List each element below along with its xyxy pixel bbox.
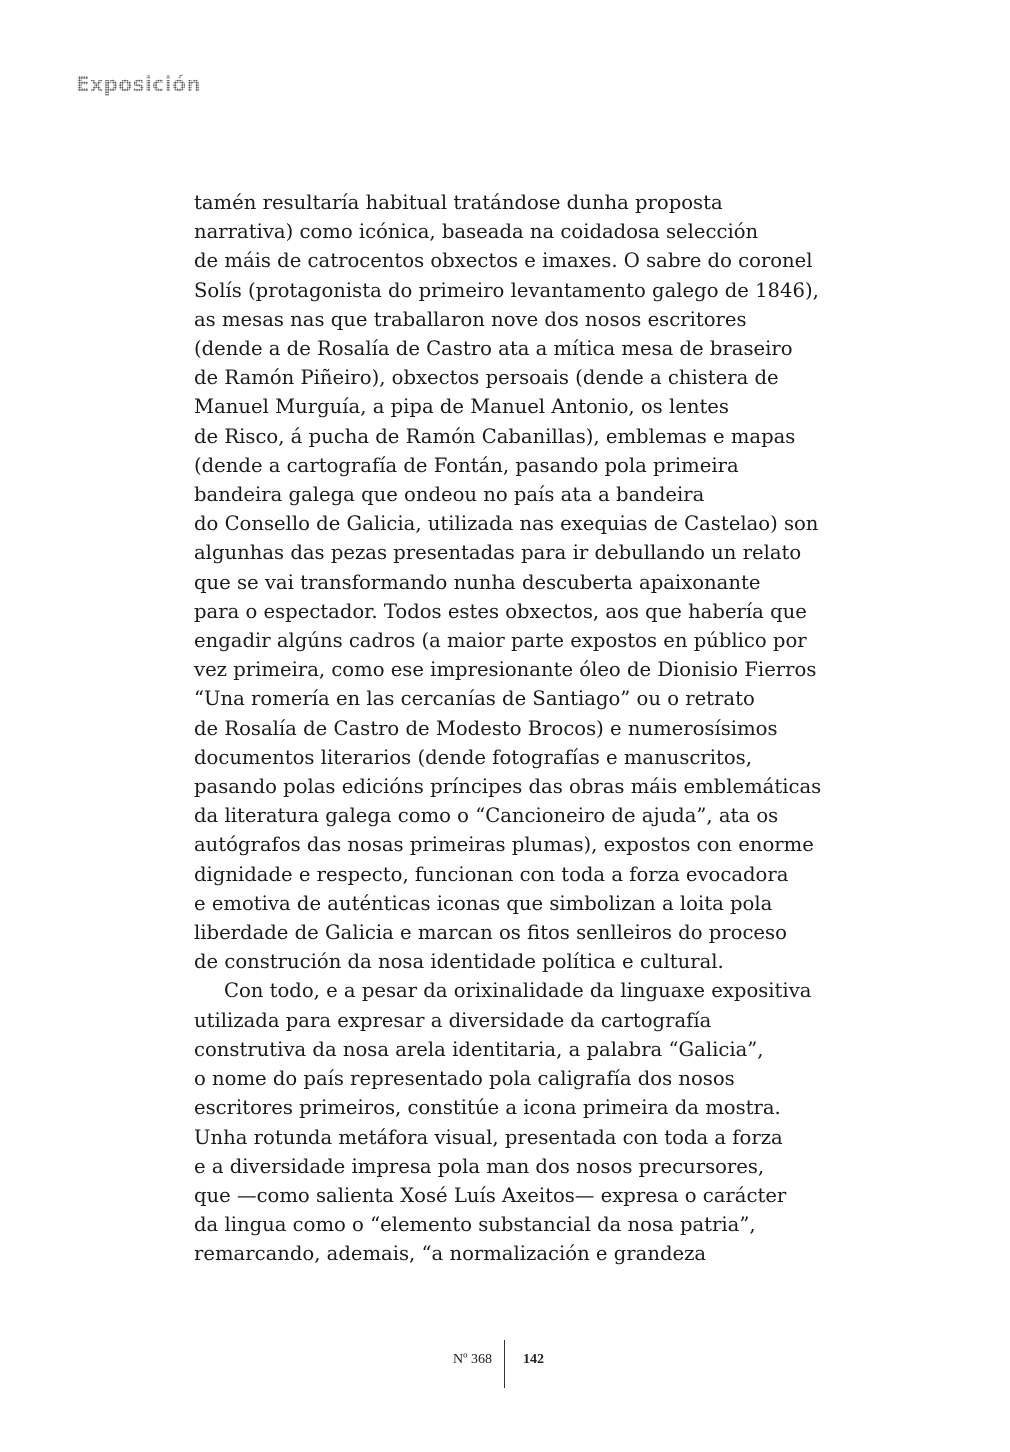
text-line: (dende a cartografía de Fontán, pasando pola primeira: [194, 453, 739, 477]
text-line: documentos literarios (dende fotografías e manuscritos,: [194, 745, 752, 769]
text-line: de Ramón Piñeiro), obxectos persoais (dende a chistera de: [194, 366, 779, 390]
text-line: remarcando, ademais, “a normalización e grandeza: [194, 1242, 707, 1266]
text-line: de Rosalía de Castro de Modesto Brocos) e numerosísimos: [194, 716, 778, 740]
text-line: de máis de catrocentos obxectos e imaxes. O sabre do coronel: [194, 249, 813, 273]
text-line: o nome do país representado pola caligrafía dos nosos: [194, 1067, 735, 1091]
text-line: Unha rotunda metáfora visual, presentada con toda a forza: [194, 1125, 783, 1149]
text-line: tamén resultaría habitual tratándose dunha proposta: [194, 191, 723, 214]
text-line: bandeira galega que ondeou no país ata a bandeira: [194, 483, 705, 507]
text-line: construtiva da nosa arela identitaria, a palabra “Galicia”,: [194, 1037, 764, 1061]
text-line: da lingua como o “elemento substancial da nosa patria”,: [194, 1213, 756, 1237]
text-line: narrativa) como icónica, baseada na coidadosa selección: [194, 220, 759, 244]
text-line: que —como salienta Xosé Luís Axeitos— expresa o carácter: [194, 1183, 787, 1207]
text-line: as mesas nas que traballaron nove dos nosos escritores: [194, 307, 747, 331]
text-line: que se vai transformando nunha descuberta apaixonante: [194, 570, 761, 594]
text-line: de construción da nosa identidade política e cultural.: [194, 950, 724, 974]
text-line: e emotiva de auténticas iconas que simbolizan a loita pola: [194, 891, 773, 915]
paragraph-start-line: Con todo, e a pesar da orixinalidade da linguaxe expositiva: [224, 979, 812, 1003]
text-line: e a diversidade impresa pola man dos nosos precursores,: [194, 1154, 765, 1178]
text-line: dignidade e respecto, funcionan con toda a forza evocadora: [194, 862, 789, 886]
text-line: engadir algúns cadros (a maior parte expostos en público por: [194, 629, 807, 653]
footer-divider: [504, 1340, 505, 1388]
text-line: Solís (protagonista do primeiro levantamento galego de 1846),: [194, 278, 819, 302]
text-line: algunhas das pezas presentadas para ir debullando un relato: [194, 541, 802, 565]
text-line: pasando polas edicións príncipes das obras máis emblemáticas: [194, 775, 822, 799]
text-line: da literatura galega como o “Cancioneiro de ajuda”, ata os: [194, 804, 779, 828]
text-line: (dende a de Rosalía de Castro ata a mítica mesa de braseiro: [194, 337, 793, 361]
text-line: autógrafos das nosas primeiras plumas), expostos con enorme: [194, 833, 814, 857]
text-line: Manuel Murguía, a pipa de Manuel Antonio, os lentes: [194, 395, 729, 419]
text-line: liberdade de Galicia e marcan os fitos senlleiros do proceso: [194, 921, 787, 945]
text-line: escritores primeiros, constitúe a icona primeira da mostra.: [194, 1096, 781, 1120]
text-line: de Risco, á pucha de Ramón Cabanillas), emblemas e mapas: [194, 424, 796, 448]
page-footer: [0, 1340, 1010, 1388]
body-text: [194, 188, 854, 1269]
page-number: 142: [523, 1352, 544, 1367]
section-label: Exposición: [76, 72, 202, 96]
text-line: para o espectador. Todos estes obxectos, aos que habería que: [194, 599, 807, 623]
text-line: “Una romería en las cercanías de Santiago” ou o retrato: [194, 687, 755, 711]
text-line: utilizada para expresar a diversidade da cartografía: [194, 1008, 712, 1032]
text-line: do Consello de Galicia, utilizada nas exequias de Castelao) son: [194, 512, 819, 536]
issue-number: Nº 368: [453, 1352, 492, 1367]
text-line: vez primeira, como ese impresionante óleo de Dionisio Fierros: [194, 658, 817, 682]
